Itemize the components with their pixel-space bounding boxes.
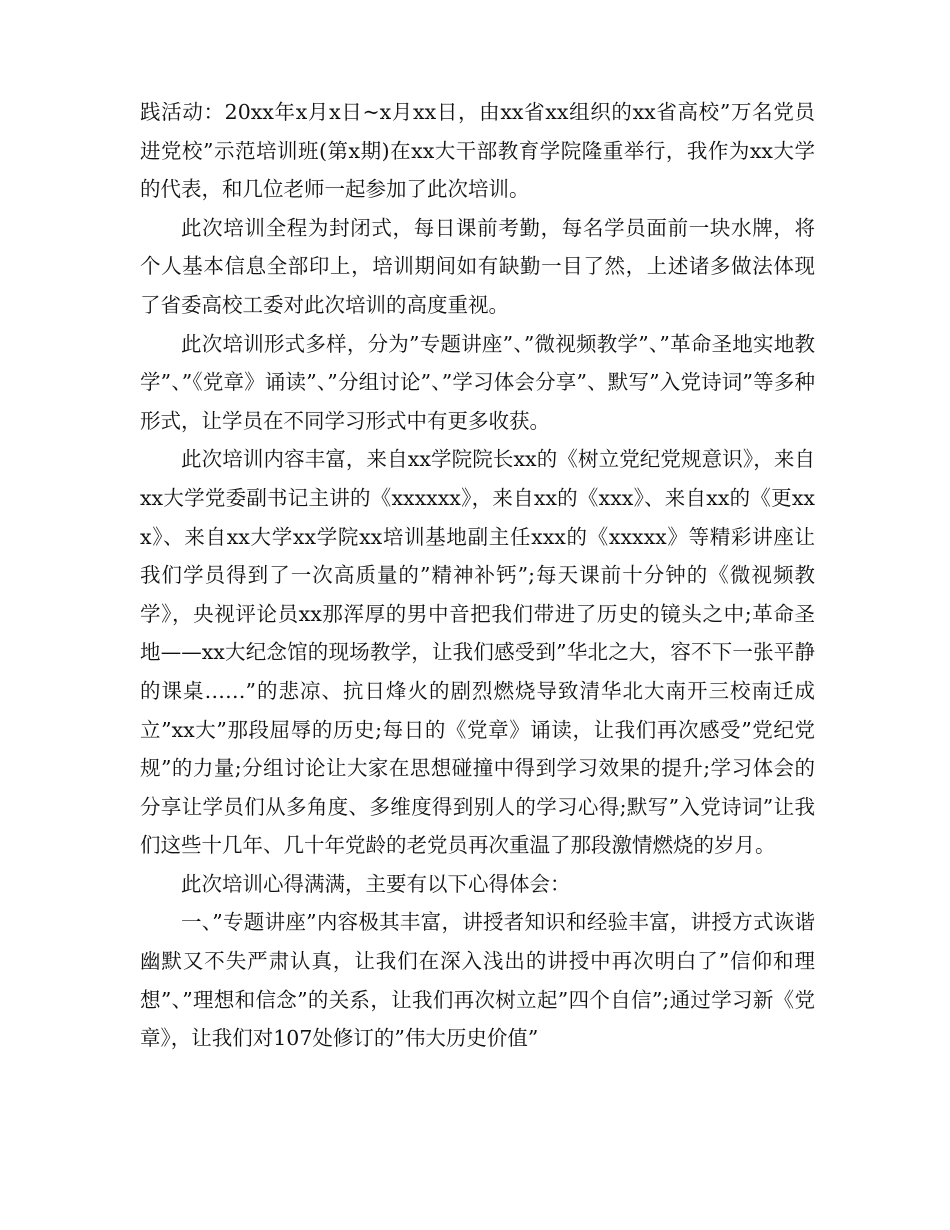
paragraph-6: 一、”专题讲座”内容极其丰富，讲授者知识和经验丰富，讲授方式诙谐幽默又不失严肃认真，让我们在深入浅出的讲授中再次明白了”信仰和理想”、”理想和信念”的关系，让我们再次树立起”四个自信”;通过学习新《党章》，让我们对107处修订的”伟大历史价值”: [140, 910, 815, 1051]
paragraph-3: 此次培训形式多样，分为”专题讲座”、”微视频教学”、”革命圣地实地教学”、”《党章》诵读”、”分组讨论”、”学习体会分享”、默写”入党诗词”等多种形式，让学员在不同学习形式中有更多收获。: [140, 331, 815, 433]
paragraph-4: 此次培训内容丰富，来自xx学院院长xx的《树立党纪党规意识》，来自xx大学党委副书记主讲的《xxxxxx》，来自xx的《xxx》、来自xx的《更xxx》、来自xx大学xx学院xx培训基地副主任xxx的《xxxxx》等精彩讲座让我们学员得到了一次高质量的”精神补钙”;每天课前十分钟的《微视频教学》，央视评论员xx那浑厚的男中音把我们带进了历史的镜头之中;革命圣地——xx大纪念馆的现场教学，让我们感受到”华北之大，容不下一张平静的课桌……”的悲凉、抗日烽火的剧烈燃烧导致清华北大南开三校南迁成立”xx大”那段屈辱的历史;每日的《党章》诵读，让我们再次感受”党纪党规”的力量;分组讨论让大家在思想碰撞中得到学习效果的提升;学习体会的分享让学员们从多角度、多维度得到别人的学习心得;默写”入党诗词”让我们这些十几年、几十年党龄的老党员再次重温了那段激情燃烧的岁月。: [140, 447, 815, 858]
paragraph-2: 此次培训全程为封闭式，每日课前考勤，每名学员面前一块水牌，将个人基本信息全部印上，培训期间如有缺勤一目了然，上述诸多做法体现了省委高校工委对此次培训的高度重视。: [140, 215, 815, 317]
paragraph-5: 此次培训心得满满，主要有以下心得体会：: [181, 871, 571, 896]
paragraph-1: 践活动：20xx年x月x日~x月xx日，由xx省xx组织的xx省高校”万名党员进党校”示范培训班(第x期)在xx大干部教育学院隆重举行，我作为xx大学的代表，和几位老师一起参加了此次培训。: [140, 100, 815, 202]
document-page: [140, 93, 815, 1058]
